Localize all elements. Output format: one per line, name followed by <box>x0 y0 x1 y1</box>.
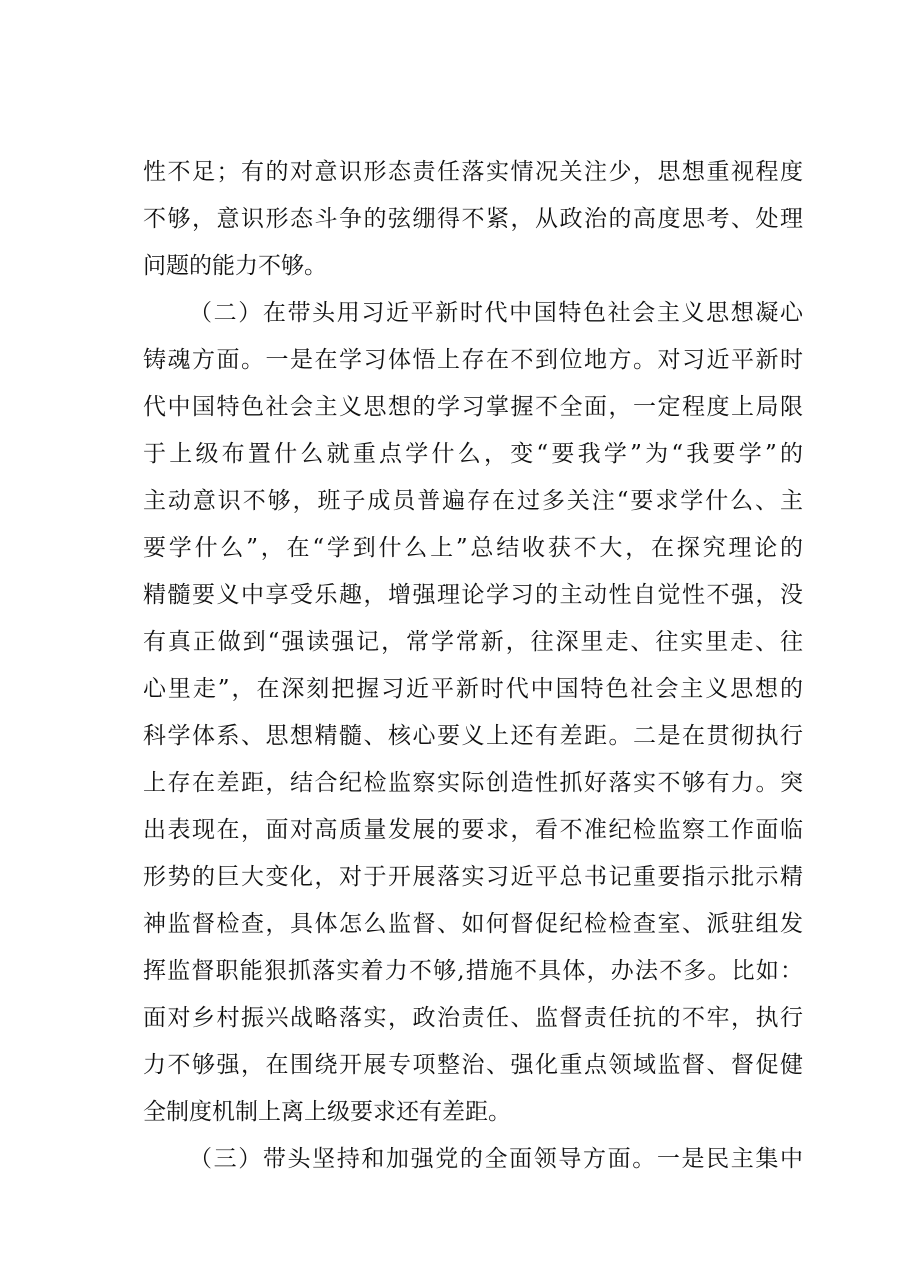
paragraph-section-three <box>143 1136 803 1183</box>
text-line: 性不足；有的对意识形态责任落实情况关注少，思想重视程度 <box>143 159 803 185</box>
text-line: 上存在差距，结合纪检监察实际创造性抓好落实不够有力。突 <box>143 770 803 796</box>
text-line: 精髓要义中享受乐趣，增强理论学习的主动性自觉性不强，没 <box>143 582 803 608</box>
text-line: 心里走”，在深刻把握习近平新时代中国特色社会主义思想的 <box>143 676 803 702</box>
text-line: 不够，意识形态斗争的弦绷得不紧，从政治的高度思考、处理 <box>143 206 803 232</box>
text-line: 铸魂方面。一是在学习体悟上存在不到位地方。对习近平新时 <box>143 347 803 373</box>
text-line: 问题的能力不够。 <box>143 253 327 279</box>
text-line: 代中国特色社会主义思想的学习掌握不全面，一定程度上局限 <box>143 394 803 420</box>
text-line: 全制度机制上离上级要求还有差距。 <box>143 1099 511 1125</box>
text-line: 有真正做到“强读强记，常学常新，往深里走、往实里走、往 <box>143 629 803 655</box>
text-line: 于上级布置什么就重点学什么，变“要我学”为“我要学”的 <box>143 441 803 467</box>
text-line: 要学什么”，在“学到什么上”总结收获不大，在探究理论的 <box>143 535 803 561</box>
text-line: 形势的巨大变化，对于开展落实习近平总书记重要指示批示精 <box>143 864 803 890</box>
text-line: 主动意识不够，班子成员普遍存在过多关注“要求学什么、主 <box>143 488 803 514</box>
paragraph-continuation <box>143 149 803 290</box>
text-line: 出表现在，面对高质量发展的要求，看不准纪检监察工作面临 <box>143 817 803 843</box>
text-line: 挥监督职能狠抓落实着力不够,措施不具体，办法不多。比如： <box>143 958 803 984</box>
paragraph-section-two <box>143 290 803 1136</box>
text-line: 科学体系、思想精髓、核心要义上还有差距。二是在贯彻执行 <box>143 723 803 749</box>
text-line: 面对乡村振兴战略落实，政治责任、监督责任抗的不牢，执行 <box>143 1005 803 1031</box>
section-heading-line: （二）在带头用习近平新时代中国特色社会主义思想凝心 <box>189 300 803 326</box>
section-heading-line: （三）带头坚持和加强党的全面领导方面。一是民主集中 <box>189 1146 803 1172</box>
text-line: 力不够强，在围绕开展专项整治、强化重点领域监督、督促健 <box>143 1052 803 1078</box>
document-body <box>143 149 803 1183</box>
text-line: 神监督检查，具体怎么监督、如何督促纪检检查室、派驻组发 <box>143 911 803 937</box>
